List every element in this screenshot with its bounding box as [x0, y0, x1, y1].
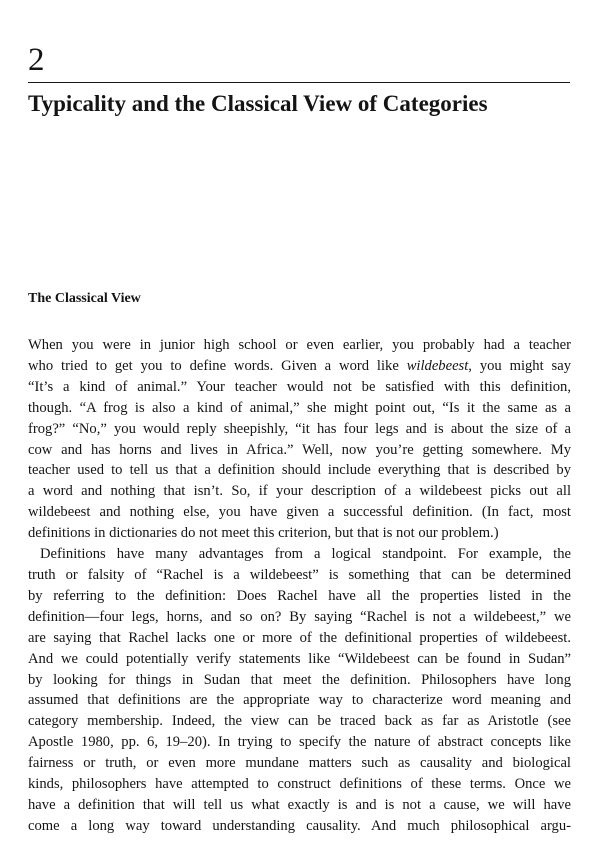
- body-line: teacher used to tell us that a definition should include everything that is described by: [28, 462, 571, 479]
- body-line: who tried to get you to define words. Given a word like wildebeest, you might say: [28, 357, 571, 374]
- body-line: by referring to the definition: Does Rachel have all the properties listed in the: [28, 587, 571, 604]
- body-line: wildebeest and nothing else, you have given a successful definition. (In fact, most: [28, 504, 571, 521]
- chapter-title: Typicality and the Classical View of Categories: [28, 91, 488, 116]
- body-line: are saying that Rachel lacks one or more of the definitional properties of wildebeest.: [28, 629, 571, 646]
- body-line: cow and has horns and lives in Africa.” Well, now you’re getting somewhere. My: [28, 441, 571, 458]
- body-line: frog?” “No,” you would reply sheepishly, “it has four legs and is about the size of a: [28, 420, 571, 437]
- body-line: truth or falsity of “Rachel is a wildebeest” is something that can be determined: [28, 566, 571, 583]
- body-line: When you were in junior high school or even earlier, you probably had a teacher: [28, 337, 571, 353]
- chapter-number: 2: [28, 42, 45, 78]
- body-line: by looking for things in Sudan that meet the definition. Philosophers have long: [28, 671, 571, 688]
- body-line: Apostle 1980, pp. 6, 19–20). In trying to specify the nature of abstract concepts like: [28, 734, 571, 751]
- body-line: have a definition that will tell us what exactly is and is not a cause, we will have: [28, 796, 571, 813]
- body-line: kinds, philosophers have attempted to construct definitions of these terms. Once we: [28, 776, 571, 793]
- body-line: a word and nothing that isn’t. So, if your description of a wildebeest picks out all: [28, 483, 571, 500]
- body-line: fairness or truth, or even more mundane matters such as causality and biological: [28, 755, 571, 772]
- body-line: though. “A frog is also a kind of animal,” she might point out, “Is it the same as a: [28, 399, 571, 416]
- body-line: definition—four legs, horns, and so on? By saying “Rachel is not a wildebeest,” we: [28, 608, 571, 625]
- body-line: category membership. Indeed, the view can be traced back as far as Aristotle (see: [28, 713, 571, 730]
- chapter-rule: [28, 82, 570, 83]
- body-line: “It’s a kind of animal.” Your teacher would not be satisfied with this definition,: [28, 378, 571, 395]
- emphasized-term: wildebeest: [406, 357, 469, 374]
- body-text: [28, 335, 571, 837]
- body-line: Definitions have many advantages from a logical standpoint. For example, the: [40, 546, 571, 563]
- body-line: definitions in dictionaries do not meet this criterion, but that is not our problem.): [28, 525, 499, 542]
- body-line: assumed that definitions are the appropriate way to characterize word meaning and: [28, 692, 571, 709]
- body-line: And we could potentially verify statements like “Wildebeest can be found in Sudan”: [28, 650, 571, 667]
- section-heading: The Classical View: [28, 291, 141, 306]
- body-line: come a long way toward understanding causality. And much philosophical argu-: [28, 817, 571, 834]
